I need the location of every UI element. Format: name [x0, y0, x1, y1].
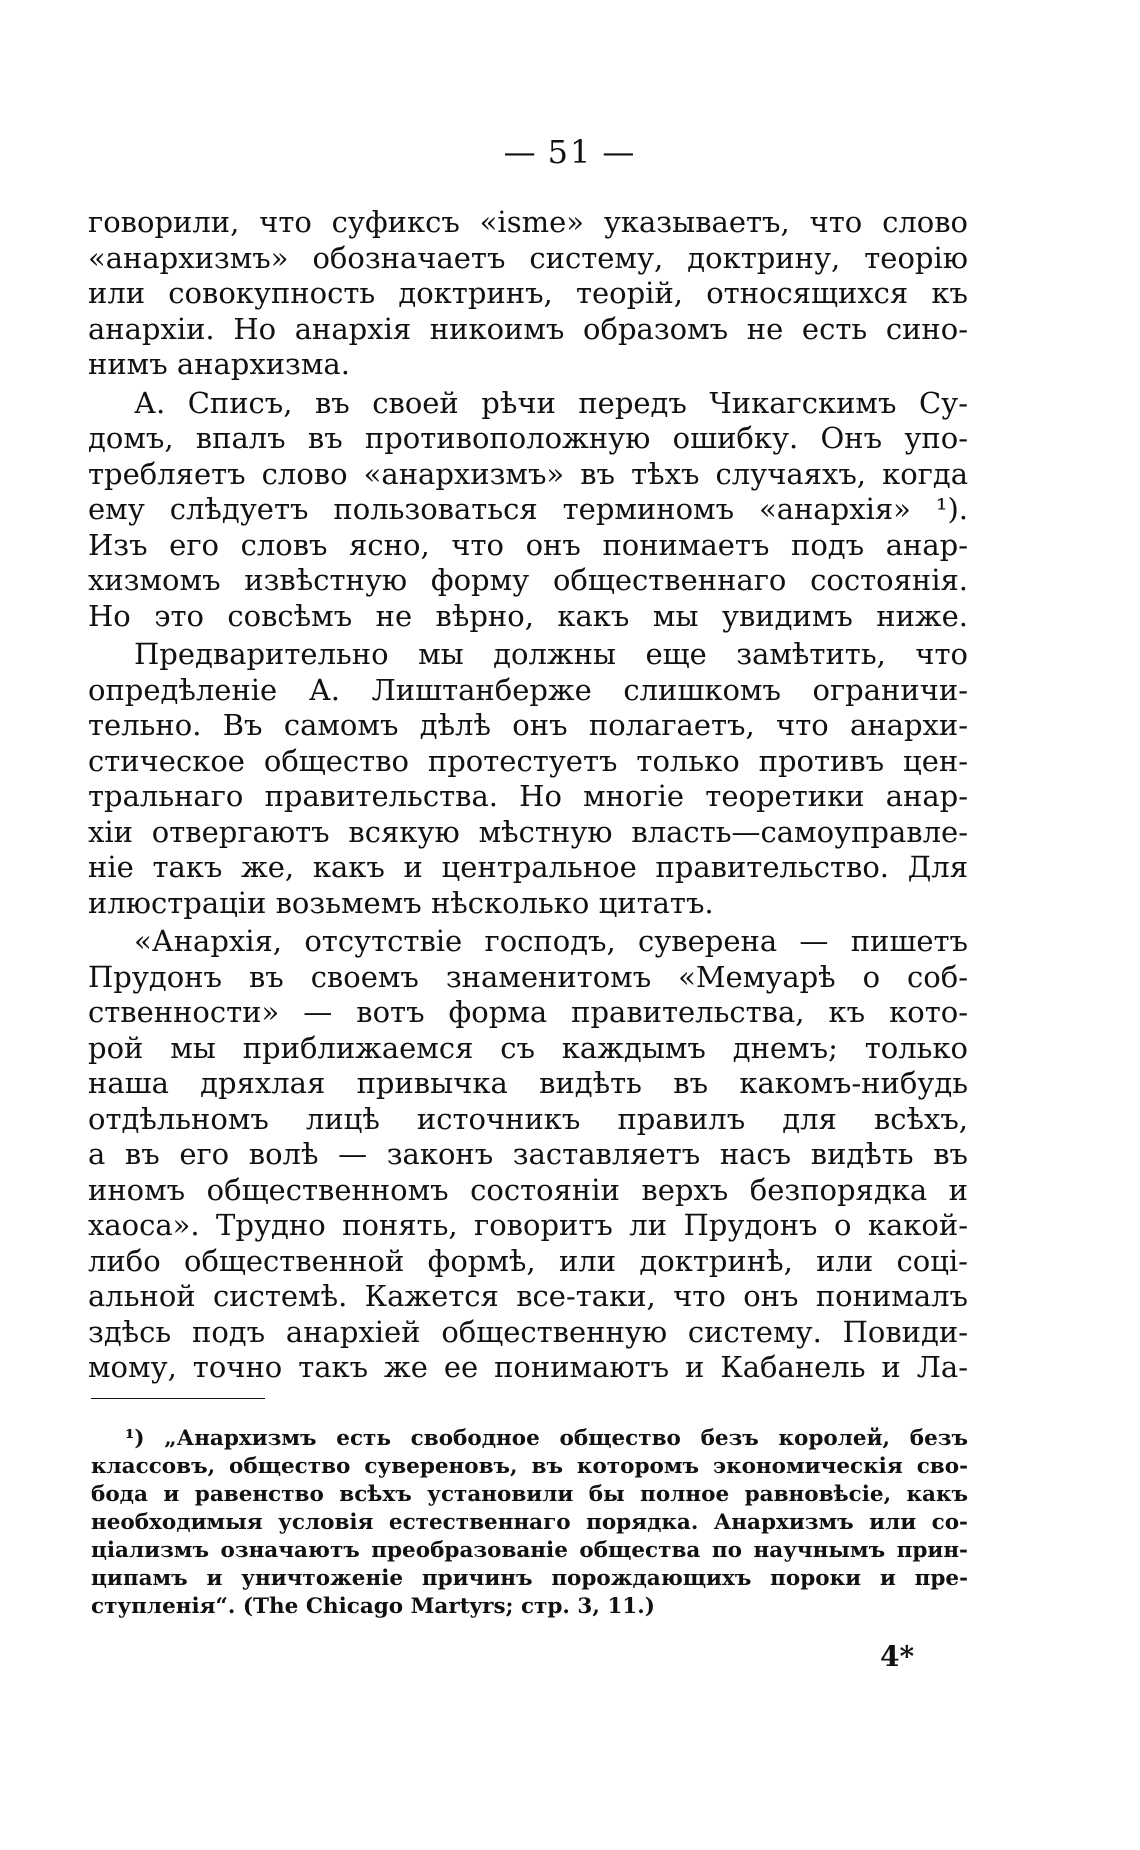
text-line: рой мы приближаемся съ каждымъ днемъ; только [88, 1030, 968, 1065]
text-line: либо общественной формѣ, или доктринѣ, или соці- [88, 1243, 968, 1278]
text-line: Но это совсѣмъ не вѣрно, какъ мы увидимъ ниже. [88, 598, 968, 633]
footnote-line: необходимыя условія естественнаго порядка. Анархизмъ или со- [91, 1510, 968, 1535]
page-number-dash-right: — [602, 133, 637, 171]
text-line: тральнаго правительства. Но многіе теоретики анар- [88, 779, 968, 813]
text-line: стическое общество протестуетъ только противъ цен- [88, 743, 968, 778]
text-line: тельно. Въ самомъ дѣлѣ онъ полагаетъ, что анархи- [88, 708, 968, 742]
text-line: ему слѣдуетъ пользоваться терминомъ «анархія» ¹). [88, 492, 968, 526]
text-line: анархіи. Но анархія никоимъ образомъ не есть сино- [88, 311, 968, 346]
footnote-line: классовъ, общество сувереновъ, въ которомъ экономическія сво- [91, 1454, 968, 1479]
text-line: или совокупность доктринъ, теорій, относящихся къ [88, 276, 968, 310]
text-line: Прудонъ въ своемъ знаменитомъ «Мемуарѣ о соб- [88, 959, 968, 994]
footnote-line: бода и равенство всѣхъ установили бы полное равновѣсіе, какъ [91, 1482, 968, 1507]
footnote-line: ціализмъ означаютъ преобразованіе общества по научнымъ прин- [91, 1538, 968, 1563]
main-text [88, 205, 968, 1386]
text-line: опредѣленіе А. Лиштанберже слишкомъ ограничи- [88, 672, 968, 707]
text-line: Предварительно мы должны еще замѣтить, что [134, 637, 968, 671]
text-line: ніе такъ же, какъ и центральное правительство. Для [88, 850, 968, 884]
page-number-header [0, 133, 1140, 171]
text-line: «Анархія, отсутствіе господъ, суверена — пишетъ [134, 924, 968, 958]
text-line: хіи отвергаютъ всякую мѣстную власть—самоуправле- [88, 814, 968, 849]
printer-signature-mark: 4* [880, 1640, 915, 1673]
page-number-dash-left: — [503, 133, 538, 171]
footnote [91, 1425, 968, 1621]
text-line: нимъ анархизма. [88, 347, 350, 381]
text-line: наша дряхлая привычка видѣть въ какомъ-нибудь [88, 1066, 968, 1100]
text-line: А. Списъ, въ своей рѣчи передъ Чикагскимъ Су- [134, 385, 968, 420]
text-line: домъ, впалъ въ противоположную ошибку. Онъ упо- [88, 421, 968, 455]
footnote-line: ципамъ и уничтоженіе причинъ порождающихъ пороки и пре- [91, 1566, 968, 1591]
footnote-line: ¹) „Анархизмъ есть свободное общество безъ королей, безъ [125, 1426, 968, 1451]
text-line: мому, точно такъ же ее понимаютъ и Кабанель и Ла- [88, 1350, 968, 1384]
text-line: хаоса». Трудно понять, говоритъ ли Прудонъ о какой- [88, 1208, 968, 1242]
text-line: альной системѣ. Кажется все-таки, что онъ понималъ [88, 1279, 968, 1313]
footnote-divider [91, 1398, 265, 1399]
text-line: Изъ его словъ ясно, что онъ понимаетъ подъ анар- [88, 527, 968, 562]
text-line: отдѣльномъ лицѣ источникъ правилъ для всѣхъ, [88, 1101, 968, 1136]
text-line: илюстраціи возьмемъ нѣсколько цитатъ. [88, 885, 714, 920]
text-line: иномъ общественномъ состояніи верхъ безпорядка и [88, 1172, 968, 1207]
text-line: а въ его волѣ — законъ заставляетъ насъ видѣть въ [88, 1137, 968, 1171]
text-line: «анархизмъ» обозначаетъ систему, доктрину, теорію [88, 240, 968, 275]
text-line: говорили, что суфиксъ «isme» указываетъ, что слово [88, 205, 968, 239]
footnote-line: ступленія“. (The Chicago Martyrs; стр. 3, 11.) [91, 1594, 655, 1619]
text-line: ственности» — вотъ форма правительства, къ кото- [88, 995, 968, 1029]
text-line: здѣсь подъ анархіей общественную систему. Повиди- [88, 1314, 968, 1349]
text-line: требляетъ слово «анархизмъ» въ тѣхъ случаяхъ, когда [88, 456, 968, 491]
page-number: 51 [547, 133, 593, 171]
text-line: хизмомъ извѣстную форму общественнаго состоянія. [88, 563, 968, 597]
